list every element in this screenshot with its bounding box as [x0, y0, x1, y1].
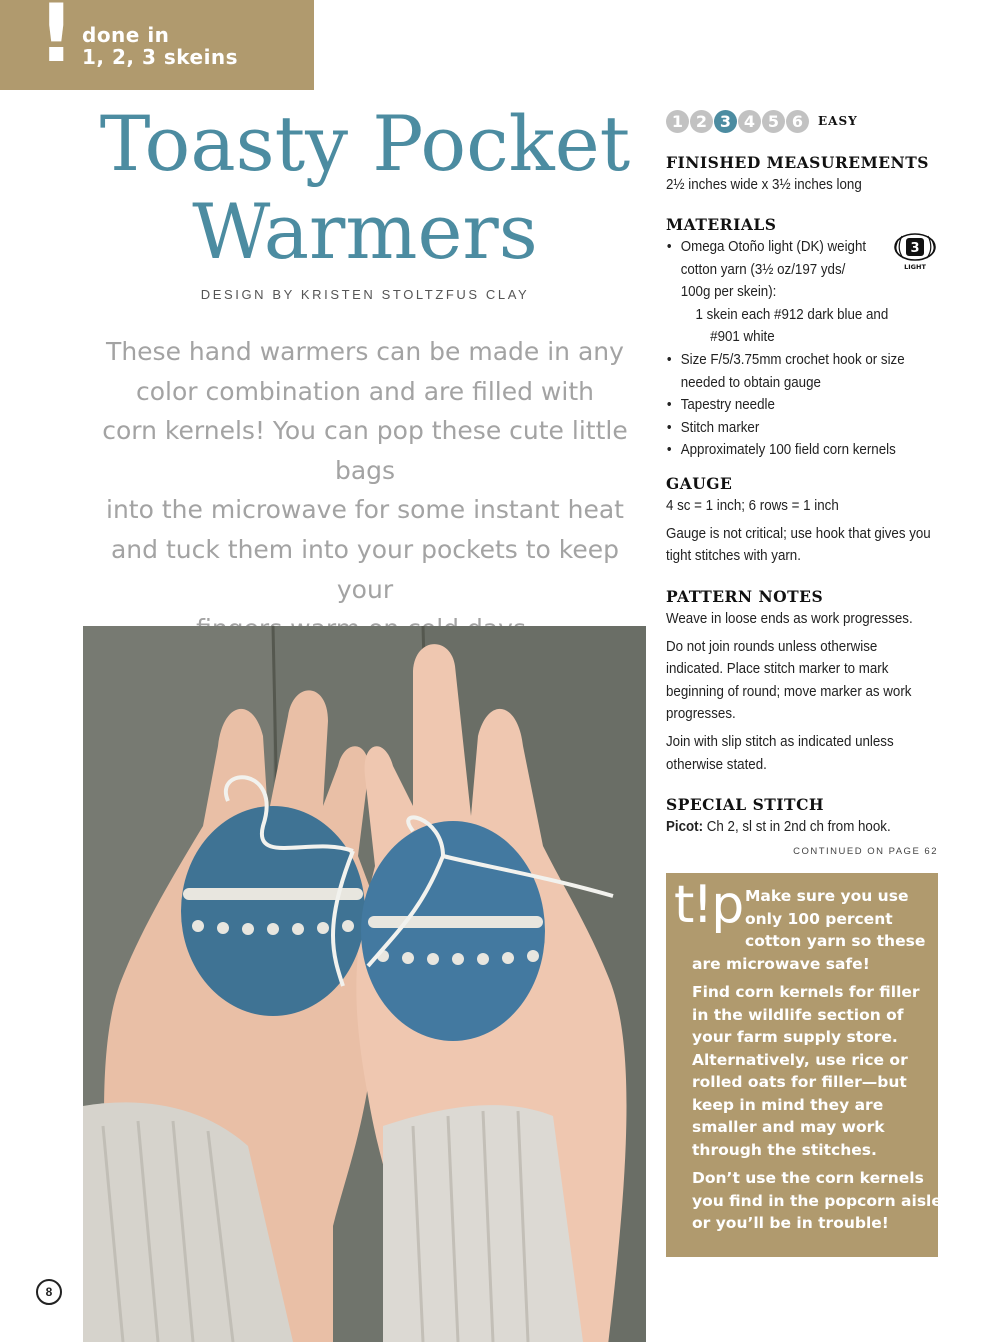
skein-badge-text	[82, 24, 238, 68]
tip-line: Don’t use the corn kernels	[692, 1169, 924, 1187]
skill-level-indicator	[666, 108, 941, 134]
materials-item: • Size F/5/3.75mm crochet hook or size	[666, 349, 924, 372]
yarn-skein-icon	[893, 232, 937, 272]
skill-level	[666, 108, 941, 134]
gauge-note: tight stitches with yarn.	[666, 548, 801, 565]
yarn-weight-number: 3	[910, 241, 920, 256]
skill-level-6: 6	[786, 110, 809, 133]
skein-badge-line1: done in	[82, 23, 170, 47]
intro-line: color combination and are filled with	[136, 376, 594, 406]
tip-line: Find corn kernels for filler	[692, 983, 920, 1001]
tip-line: or you’ll be in trouble!	[692, 1214, 889, 1232]
pattern-note: Do not join rounds unless otherwise	[666, 638, 878, 655]
tip-line: only 100 percent	[745, 909, 893, 928]
skill-level-1: 1	[666, 110, 689, 133]
tip-line: your farm supply store.	[692, 1028, 898, 1046]
tip-line: rolled oats for filler—but	[692, 1073, 907, 1091]
intro-paragraph	[80, 332, 650, 649]
yarn-weight-icon	[893, 232, 937, 272]
page-title-line2: Warmers	[192, 187, 538, 276]
tip-line: are microwave safe!	[692, 954, 870, 973]
special-stitch-section	[666, 794, 946, 839]
tip-line: smaller and may work	[692, 1118, 885, 1136]
skill-level-2: 2	[690, 110, 713, 133]
materials-subitem: 1 skein each #912 dark blue and	[695, 306, 889, 323]
tip-line: Make sure you use	[745, 887, 909, 905]
tip-box	[666, 873, 942, 1257]
gauge-section	[666, 473, 946, 568]
materials-item: • Stitch marker	[666, 417, 924, 440]
materials-item: • Omega Otoño light (DK) weight	[666, 236, 924, 259]
skein-badge	[0, 0, 314, 90]
materials-item: • Tapestry needle	[666, 394, 924, 417]
tip-logo: t!p	[674, 875, 743, 935]
intro-line: and tuck them into your pockets to keep your	[110, 534, 620, 604]
special-stitch-text	[666, 816, 924, 839]
finished-measurements-text: 2½ inches wide x 3½ inches long	[666, 177, 862, 193]
tip-line: keep in mind they are	[692, 1095, 884, 1114]
special-stitch-term: Picot:	[666, 819, 704, 835]
pattern-note: Join with slip stitch as indicated unless	[666, 733, 894, 750]
special-stitch-definition: Ch 2, sl st in 2nd ch from hook.	[706, 819, 891, 835]
skill-level-4: 4	[738, 110, 761, 133]
skill-level-3: 3	[714, 110, 737, 133]
skill-level-5: 5	[762, 110, 785, 133]
pattern-note: indicated. Place stitch marker to mark	[666, 661, 889, 678]
product-photo	[83, 626, 646, 1342]
materials-item-cont: needed to obtain gauge	[680, 374, 821, 391]
gauge-heading: GAUGE	[666, 474, 733, 493]
yarn-weight-label: LIGHT	[904, 263, 926, 271]
materials-item-cont: 100g per skein):	[680, 284, 777, 301]
tip-line: in the wildlife section of	[692, 1005, 904, 1024]
intro-line: corn kernels! You can pop these cute little bags	[102, 416, 628, 485]
intro-line: into the microwave for some instant heat	[106, 495, 624, 525]
finished-measurements-heading: FINISHED MEASUREMENTS	[666, 153, 929, 172]
materials-subitem: #901 white	[710, 329, 775, 346]
pocket-warmers-illustration	[83, 626, 646, 1342]
tip-line: Alternatively, use rice or	[692, 1050, 908, 1069]
pattern-notes-heading: PATTERN NOTES	[666, 587, 824, 606]
materials-item-cont: cotton yarn (3½ oz/197 yds/	[680, 261, 846, 278]
pattern-note: otherwise stated.	[666, 756, 767, 773]
tip-line: through the stitches.	[692, 1140, 877, 1159]
pattern-notes-section	[666, 586, 946, 776]
skein-badge-line2: 1, 2, 3 skeins	[82, 45, 239, 69]
materials-item: • Approximately 100 field corn kernels	[666, 439, 924, 462]
special-stitch-heading: SPECIAL STITCH	[666, 795, 825, 814]
tip-line: you find in the popcorn aisle	[692, 1191, 942, 1210]
page-title	[60, 100, 670, 276]
exclamation-icon: !	[38, 0, 75, 80]
pattern-note: progresses.	[666, 706, 736, 723]
intro-line: These hand warmers can be made in any	[106, 337, 624, 366]
gauge-note: Gauge is not critical; use hook that gives you	[666, 525, 931, 542]
designer-byline: DESIGN BY KRISTEN STOLTZFUS CLAY	[200, 287, 530, 302]
tip-line: cotton yarn so these	[745, 932, 926, 950]
continued-note: CONTINUED ON PAGE 62	[793, 846, 938, 857]
materials-heading: MATERIALS	[666, 215, 777, 234]
skill-level-label: EASY	[818, 114, 858, 128]
pattern-note: Weave in loose ends as work progresses.	[666, 611, 913, 627]
pattern-note: beginning of round; move marker as work	[666, 683, 912, 700]
page-title-line1: Toasty Pocket	[99, 99, 631, 188]
finished-measurements-section	[666, 152, 946, 197]
page-number: 8	[36, 1279, 62, 1305]
gauge-text: 4 sc = 1 inch; 6 rows = 1 inch	[666, 498, 839, 514]
